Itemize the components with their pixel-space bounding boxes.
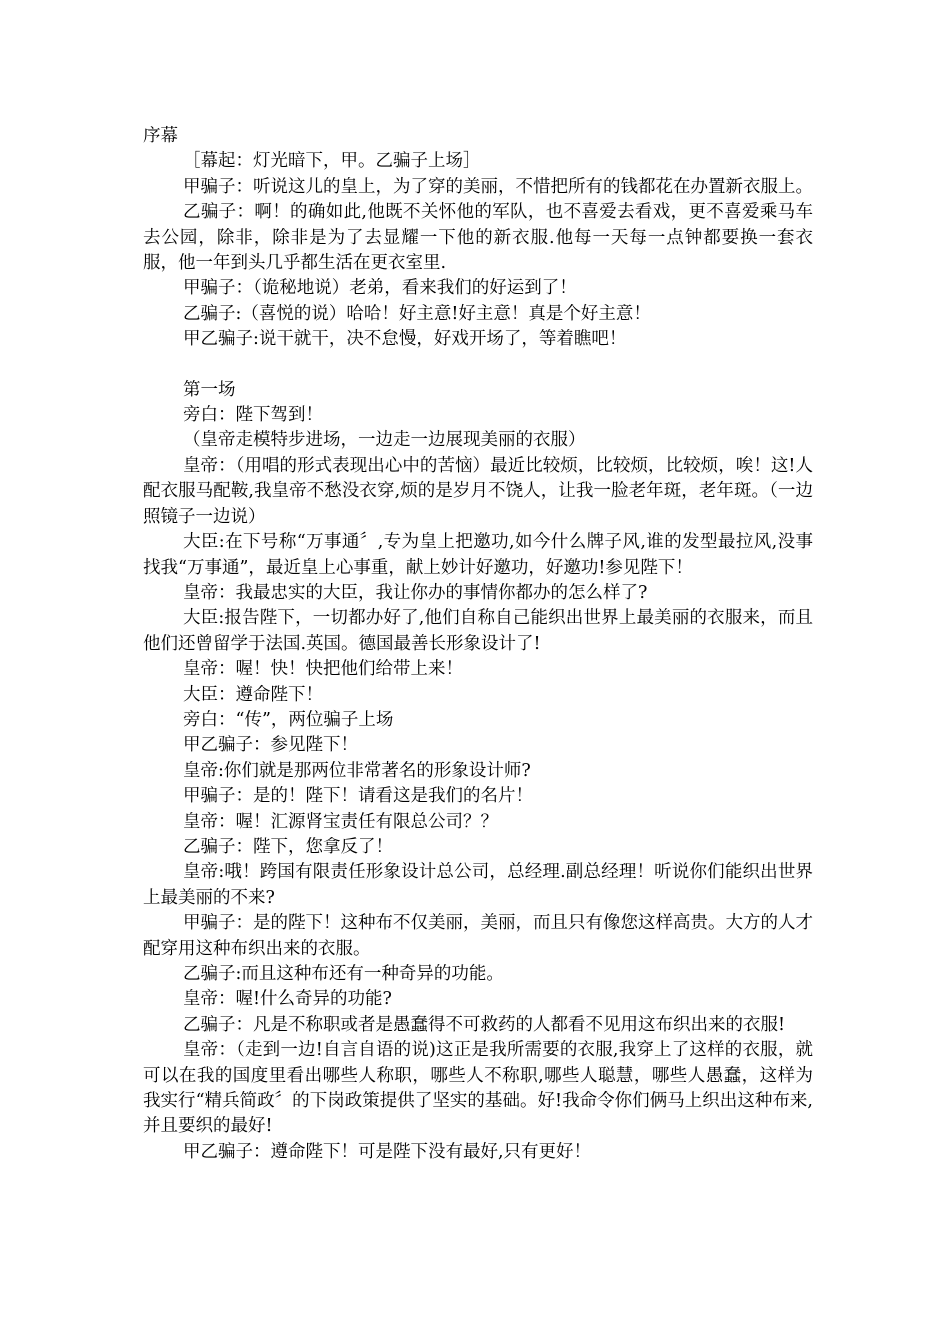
script-text: [143, 124, 813, 1165]
dialogue-line: 乙骗子：凡是不称职或者是愚蠢得不可救药的人都看不见用这布织出来的衣服!: [183, 1014, 786, 1035]
dialogue-line: 旁白：陛下驾到！: [183, 405, 323, 426]
dialogue-line: 甲骗子：是的陛下！这种布不仅美丽，美丽，而且只有像您这样高贵。大方的人才配穿用这种布织出来的衣服。: [143, 913, 813, 959]
dialogue-line: 甲乙骗子：遵命陛下！可是陛下没有最好,只有更好！: [183, 1141, 592, 1162]
dialogue-line: 皇帝:哦！跨国有限责任形象设计总公司，总经理.副总经理！听说你们能织出世界上最美丽的不来?: [143, 862, 813, 908]
prologue-title: 序幕: [143, 126, 178, 146]
section-gap: [143, 353, 813, 378]
dialogue-line: 甲骗子：（诡秘地说）老弟，看来我们的好运到了！: [183, 278, 577, 299]
stage-direction: （皇帝走模特步进场，一边走一边展现美丽的衣服）: [183, 430, 586, 451]
dialogue-line: 甲骗子：是的！陛下！请看这是我们的名片！: [183, 786, 533, 807]
dialogue-line: 皇帝:你们就是那两位非常著名的形象设计师?: [183, 760, 531, 781]
dialogue-line: 大臣：遵命陛下！: [183, 684, 323, 705]
scene-title: 第一场: [183, 379, 236, 400]
dialogue-line: 甲乙骗子:说干就干，决不怠慢，好戏开场了，等着瞧吧！: [183, 329, 627, 350]
dialogue-line: 乙骗子：啊！的确如此,他既不关怀他的军队，也不喜爱去看戏，更不喜爱乘马车去公园，除非，除非是为了去显耀一下他的新衣服.他每一天每一点钟都要换一套衣服，他一年到头几乎都生活在更衣室里.: [143, 202, 813, 274]
dialogue-line: 乙骗子:（喜悦的说）哈哈！好主意!好主意！真是个好主意！: [183, 303, 651, 324]
dialogue-line: 大臣:报告陛下，一切都办好了,他们自称自己能织出世界上最美丽的衣服来，而且他们还曾留学于法国.英国。德国最善长形象设计了!: [143, 608, 813, 654]
dialogue-line: 甲乙骗子：参见陛下！: [183, 735, 358, 756]
dialogue-line: 乙骗子：陛下，您拿反了！: [183, 836, 393, 857]
dialogue-line: 皇帝：（走到一边!自言自语的说)这正是我所需要的衣服,我穿上了这样的衣服，就可以在我的国度里看出哪些人称职，哪些人不称职,哪些人聪慧，哪些人愚蠢，这样为我实行“精兵简政〞的下岗政策提供了坚实的基础。好!我命令你们俩马上织出这种布来,并且要织的最好!: [143, 1040, 813, 1137]
dialogue-line: 皇帝：喔!什么奇异的功能?: [183, 989, 392, 1010]
dialogue-line: 皇帝：我最忠实的大臣，我让你办的事情你都办的怎么样了?: [183, 582, 648, 603]
dialogue-line: 旁白：“传”，两位骗子上场: [183, 709, 394, 730]
dialogue-line: 甲骗子：听说这儿的皇上，为了穿的美丽，不惜把所有的钱都花在办置新衣服上。: [183, 176, 813, 197]
dialogue-line: 皇帝：（用唱的形式表现出心中的苦恼）最近比较烦，比较烦，比较烦，唉！这!人配衣服马配鞍,我皇帝不愁没衣穿,烦的是岁月不饶人，让我一脸老年斑，老年斑。（一边照镜子一边说）: [143, 455, 813, 527]
dialogue-line: 皇帝：喔！汇源肾宝责任有限总公司？？: [183, 811, 498, 832]
stage-direction: ［幕起：灯光暗下，甲。乙骗子上场］: [183, 151, 481, 172]
dialogue-line: 皇帝：喔！快！快把他们给带上来！: [183, 659, 463, 680]
dialogue-line: 乙骗子:而且这种布还有一种奇异的功能。: [183, 964, 504, 984]
dialogue-line: 大臣:在下号称“万事通〞,专为皇上把邀功,如今什么牌子风,谁的发型最拉风,没事找我“万事通”，最近皇上心事重，献上妙计好邀功，好邀功!参见陛下！: [143, 532, 813, 578]
